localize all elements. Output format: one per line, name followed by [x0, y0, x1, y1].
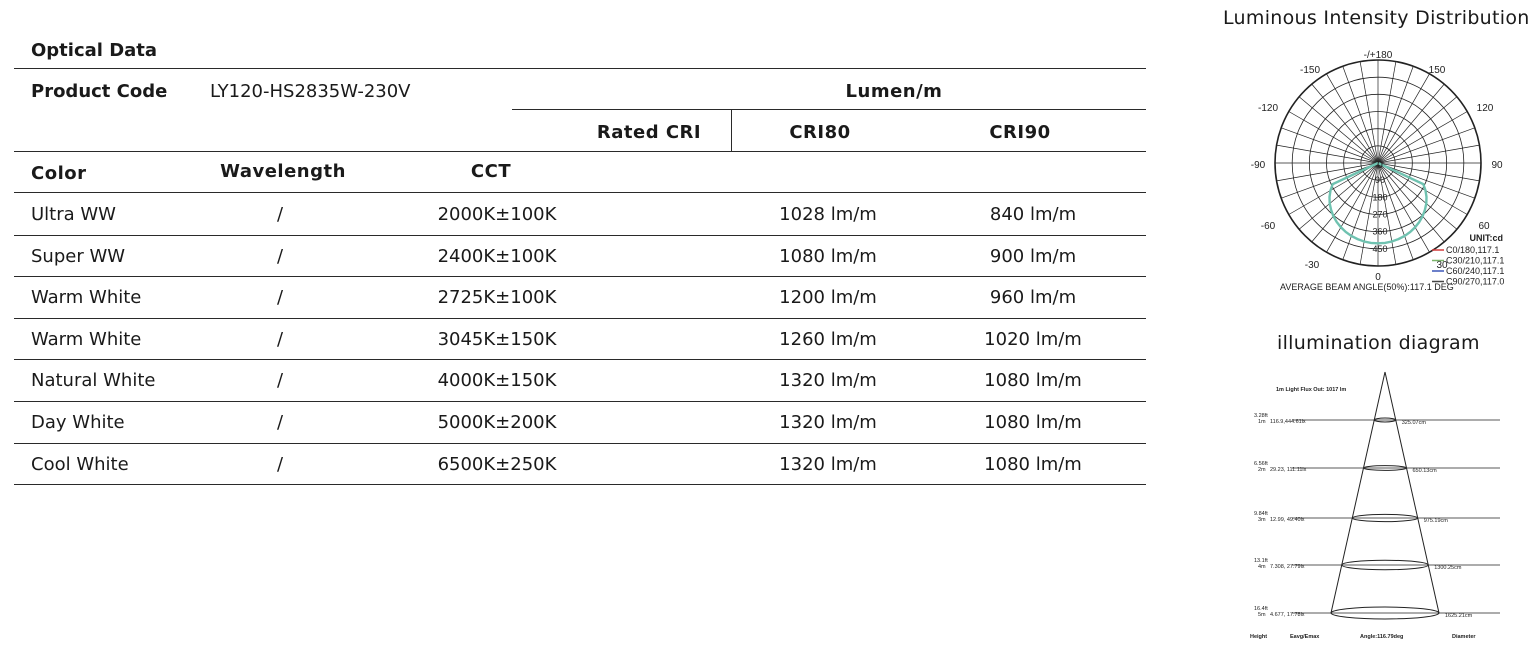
- row-divider: [14, 401, 1146, 402]
- cri90-cell: 1080 lm/m: [984, 453, 1082, 475]
- beam-angle-text: AVERAGE BEAM ANGLE(50%):117.1 DEG: [1280, 282, 1454, 292]
- cone-edge: [1385, 372, 1439, 613]
- height-ft-label: 16.4ft: [1254, 606, 1268, 612]
- legend-entry: C90/270,117.0: [1446, 276, 1505, 287]
- footer-eavg: Eavg/Emax: [1290, 634, 1320, 640]
- cct-cell: 4000K±150K: [437, 370, 557, 392]
- cri90-cell: 1080 lm/m: [984, 370, 1082, 392]
- height-ft-label: 13.1ft: [1254, 558, 1268, 564]
- row-divider: [14, 276, 1146, 277]
- cct-cell: 2000K±100K: [437, 204, 557, 225]
- row-divider: [14, 235, 1146, 236]
- angle-label: 0: [1375, 272, 1381, 283]
- row-divider: [14, 318, 1146, 319]
- wavelength-cell: /: [276, 453, 284, 475]
- color-cell: Day White: [31, 412, 125, 433]
- radial-label: 450: [1372, 243, 1388, 254]
- cct-cell: 6500K±250K: [437, 453, 557, 475]
- unit-label: UNIT:cd: [1469, 233, 1503, 243]
- angle-label: -60: [1260, 221, 1276, 232]
- wavelength-cell: /: [276, 328, 284, 350]
- radial-label: 360: [1372, 226, 1388, 237]
- wavelength-cell: /: [276, 245, 284, 267]
- angle-label: -30: [1304, 260, 1320, 271]
- height-m-label: 5m: [1258, 612, 1266, 618]
- row-divider: [14, 359, 1146, 360]
- footer-diameter: Diameter: [1452, 634, 1476, 640]
- divider: [14, 192, 1146, 193]
- cri80-cell: 1028 lm/m: [779, 204, 877, 225]
- vertical-divider: [731, 110, 732, 152]
- cri80-header: CRI80: [789, 122, 851, 143]
- cri90-cell: 900 lm/m: [989, 245, 1077, 267]
- radial-label: 270: [1372, 209, 1388, 220]
- wavelength-cell: /: [276, 370, 284, 392]
- polar-title: Luminous Intensity Distribution: [1223, 7, 1530, 29]
- divider: [14, 151, 1146, 152]
- legend-entry: C60/240,117.1: [1446, 266, 1505, 276]
- angle-label: 120: [1476, 103, 1494, 114]
- legend-entry: C0/180,117.1: [1446, 245, 1500, 255]
- cri90-header: CRI90: [989, 122, 1051, 143]
- row-divider: [14, 443, 1146, 444]
- angle-label: 0: [1377, 160, 1383, 171]
- color-cell: Warm White: [31, 287, 142, 309]
- cct-header: CCT: [470, 161, 512, 182]
- color-cell: Super WW: [31, 245, 126, 267]
- diameter-label: 1300.25cm: [1434, 565, 1462, 571]
- divider: [14, 68, 1146, 69]
- lux-label: 116.9,444.61lx: [1270, 419, 1306, 425]
- angle-label: -/+180: [1363, 50, 1393, 61]
- color-cell: Warm White: [31, 328, 142, 350]
- lux-label: 29.23, 111.11lx: [1270, 467, 1307, 473]
- color-cell: Cool White: [31, 453, 129, 475]
- angle-label: -150: [1299, 65, 1321, 76]
- illumination-title: illumination diagram: [1277, 332, 1480, 354]
- cct-cell: 2725K±100K: [437, 287, 557, 309]
- height-ft-label: 3.28ft: [1254, 413, 1268, 419]
- wavelength-cell: /: [276, 287, 284, 309]
- cri80-cell: 1080 lm/m: [779, 245, 877, 267]
- rated-cri-header: Rated CRI: [596, 122, 702, 143]
- angle-label: 90: [1491, 160, 1503, 171]
- height-ft-label: 9.84ft: [1254, 511, 1268, 517]
- row-divider: [14, 484, 1146, 485]
- cct-cell: 2400K±100K: [437, 245, 557, 267]
- angle-label: 150: [1428, 65, 1446, 76]
- divider: [512, 109, 1146, 110]
- legend-entry: C30/210,117.1: [1446, 255, 1505, 266]
- color-header: Color: [31, 163, 87, 184]
- product-code-label: Product Code: [31, 81, 168, 102]
- radial-label: 90: [1374, 175, 1386, 186]
- cri90-cell: 1080 lm/m: [984, 412, 1082, 433]
- cri90-cell: 960 lm/m: [989, 287, 1077, 309]
- angle-label: -120: [1257, 103, 1279, 114]
- diameter-label: 975.19cm: [1423, 518, 1448, 524]
- angle-label: 60: [1478, 221, 1490, 232]
- height-m-label: 2m: [1258, 467, 1266, 473]
- cri80-cell: 1320 lm/m: [779, 370, 877, 392]
- angle-label: -90: [1250, 160, 1266, 171]
- height-ft-label: 6.56ft: [1254, 461, 1268, 467]
- height-m-label: 3m: [1258, 517, 1266, 523]
- lux-label: 4.677, 17.78lx: [1270, 612, 1305, 618]
- lux-label: 12.99, 49.40lx: [1270, 517, 1305, 523]
- diameter-label: 325.07cm: [1401, 420, 1426, 426]
- cct-cell: 5000K±200K: [437, 412, 557, 433]
- height-m-label: 1m: [1258, 419, 1266, 425]
- cone-edge: [1331, 372, 1385, 613]
- flux-label: 1m Light Flux Out: 1017 lm: [1276, 387, 1347, 393]
- lumen-header: Lumen/m: [845, 81, 943, 102]
- product-code-value: LY120-HS2835W-230V: [210, 81, 411, 102]
- diameter-label: 650.13cm: [1412, 468, 1437, 474]
- cri80-cell: 1260 lm/m: [779, 328, 877, 350]
- radial-label: 180: [1372, 192, 1388, 203]
- height-m-label: 4m: [1258, 564, 1266, 570]
- wavelength-header: Wavelength: [220, 161, 346, 182]
- polar-diagram: [1200, 40, 1536, 302]
- cri80-cell: 1200 lm/m: [779, 287, 877, 309]
- angle-label: 30: [1436, 260, 1448, 271]
- cri90-cell: 840 lm/m: [989, 204, 1077, 225]
- illumination-diagram: [1240, 365, 1536, 655]
- cri90-cell: 1020 lm/m: [984, 328, 1082, 350]
- section-title: Optical Data: [31, 40, 158, 61]
- cct-cell: 3045K±150K: [437, 328, 557, 350]
- color-cell: Ultra WW: [31, 204, 116, 225]
- lux-label: 7.308, 27.79lx: [1270, 564, 1305, 570]
- diameter-label: 1625.21cm: [1445, 613, 1473, 619]
- wavelength-cell: /: [276, 204, 284, 225]
- color-cell: Natural White: [31, 370, 156, 392]
- footer-angle: Angle:116.79deg: [1360, 634, 1404, 640]
- cri80-cell: 1320 lm/m: [779, 453, 877, 475]
- wavelength-cell: /: [276, 412, 284, 433]
- footer-height: Height: [1250, 634, 1268, 640]
- cri80-cell: 1320 lm/m: [779, 412, 877, 433]
